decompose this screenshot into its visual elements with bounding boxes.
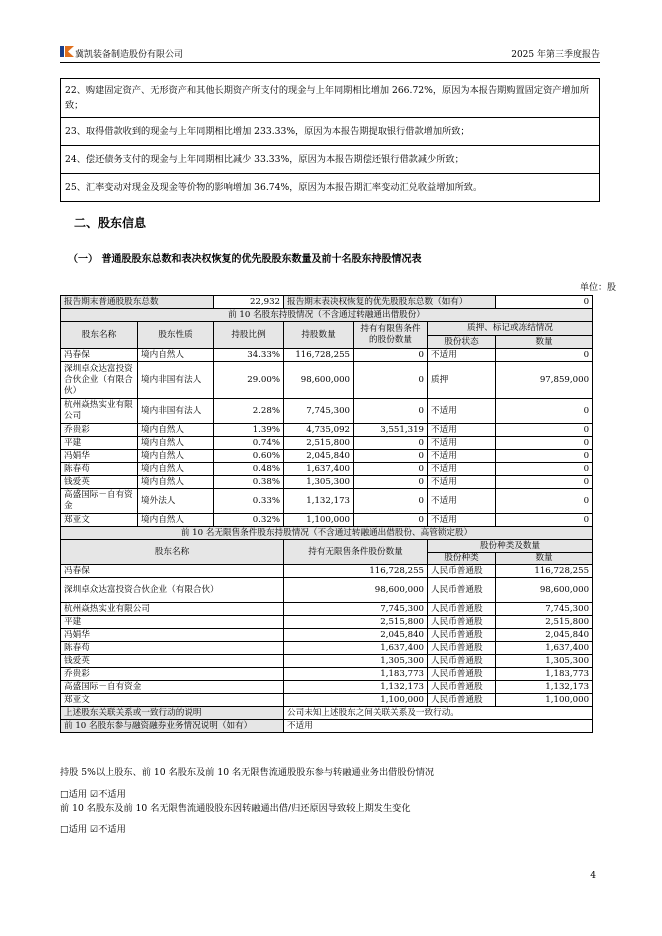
cell-amount: 0 (496, 489, 593, 514)
table-row (61, 603, 593, 616)
cell-nature: 境内自然人 (138, 476, 214, 489)
table-row (61, 450, 593, 463)
header-company-name: 冀凯装备制造股份有限公司 (75, 50, 184, 60)
cell-amount: 0 (496, 437, 593, 450)
note-text: 24、偿还债务支付的现金与上年同期相比减少 33.33%，原因为本报告期偿还银行借款减少所致； (61, 146, 600, 174)
cell-ratio: 0.74% (214, 437, 284, 450)
cell-amount: 2,515,800 (496, 616, 593, 629)
cell-name: 钱爱英 (61, 476, 138, 489)
cell-status: 不适用 (428, 489, 496, 514)
table-row (61, 399, 593, 424)
note-row (61, 79, 600, 118)
unit-label: 单位：股 (579, 283, 616, 293)
cell-name: 冯娟华 (61, 629, 284, 642)
table-row (61, 629, 593, 642)
cell-nature: 境内自然人 (138, 437, 214, 450)
cell-amount: 1,100,000 (496, 694, 593, 707)
cell-ratio: 0.60% (214, 450, 284, 463)
cell-name: 杭州焱热实业有限公司 (61, 399, 138, 424)
cell-quantity: 116,728,255 (284, 565, 428, 578)
cell-ratio: 1.39% (214, 424, 284, 437)
cell-quantity: 2,515,800 (284, 616, 428, 629)
cell-restricted: 0 (354, 450, 428, 463)
cell-amount: 0 (496, 349, 593, 362)
table-row (61, 476, 593, 489)
shareholder-table (60, 295, 593, 733)
cell-name: 冯春保 (61, 565, 284, 578)
cell-quantity: 1,183,773 (284, 668, 428, 681)
cell-quantity: 4,735,092 (284, 424, 354, 437)
cell-type: 人民币普通股 (428, 629, 496, 642)
cell-quantity: 1,637,400 (284, 642, 428, 655)
cell-nature: 境外法人 (138, 489, 214, 514)
cell-restricted: 3,551,319 (354, 424, 428, 437)
cell-type: 人民币普通股 (428, 668, 496, 681)
cell-nature: 境内非国有法人 (138, 399, 214, 424)
table-row (61, 668, 593, 681)
summary-value-preferred: 0 (496, 296, 593, 309)
table-row (61, 578, 593, 603)
cell-name: 冯娟华 (61, 450, 138, 463)
cell-restricted: 0 (354, 437, 428, 450)
cell-name: 平建 (61, 616, 284, 629)
table-row (61, 424, 593, 437)
cell-quantity: 98,600,000 (284, 578, 428, 603)
cell-quantity: 1,637,400 (284, 463, 354, 476)
table-row (61, 349, 593, 362)
cell-nature: 境内自然人 (138, 463, 214, 476)
cell-amount: 116,728,255 (496, 565, 593, 578)
cell-ratio: 34.33% (214, 349, 284, 362)
note-row (61, 118, 600, 146)
th-u-type-amount: 股份种类及数量 (428, 540, 593, 553)
cell-name: 深圳卓众达富投资合伙企业（有限合伙） (61, 578, 284, 603)
cell-amount: 7,745,300 (496, 603, 593, 616)
table-row (61, 655, 593, 668)
cell-type: 人民币普通股 (428, 603, 496, 616)
cell-status: 不适用 (428, 514, 496, 527)
cell-quantity: 1,132,173 (284, 681, 428, 694)
unrestricted-title: 前 10 名无限售条件股东持股情况（不含通过转融通出借股份、高管锁定股） (61, 527, 593, 540)
cell-ratio: 0.33% (214, 489, 284, 514)
cell-name: 郑亚文 (61, 694, 284, 707)
cell-quantity: 1,100,000 (284, 514, 354, 527)
cell-name: 乔贵彩 (61, 424, 138, 437)
cell-amount: 0 (496, 424, 593, 437)
th-u-quantity: 持有无限售条件股份数量 (284, 540, 428, 565)
cell-quantity: 7,745,300 (284, 399, 354, 424)
table-row (61, 694, 593, 707)
note-row (61, 174, 600, 202)
cell-quantity: 1,305,300 (284, 476, 354, 489)
lending-info-option: □适用 ☑不适用 (60, 789, 126, 800)
summary-row (61, 296, 593, 309)
table-row (61, 514, 593, 527)
table-row (61, 565, 593, 578)
th-nature: 股东性质 (138, 322, 214, 349)
relation-row (61, 707, 593, 720)
header-report-title: 2025 年第三季度报告 (511, 50, 600, 60)
cell-amount: 1,132,173 (496, 681, 593, 694)
th-pledge-amount: 数量 (496, 336, 593, 349)
note-row (61, 146, 600, 174)
table-row (61, 616, 593, 629)
cell-quantity: 1,100,000 (284, 694, 428, 707)
cell-status: 不适用 (428, 463, 496, 476)
margin-row (61, 720, 593, 733)
cell-name: 冯春保 (61, 349, 138, 362)
cell-restricted: 0 (354, 489, 428, 514)
cell-name: 平建 (61, 437, 138, 450)
cell-type: 人民币普通股 (428, 681, 496, 694)
cell-amount: 0 (496, 450, 593, 463)
cell-nature: 境内非国有法人 (138, 362, 214, 399)
cell-name: 陈春苟 (61, 463, 138, 476)
cell-amount: 0 (496, 514, 593, 527)
cell-amount: 1,305,300 (496, 655, 593, 668)
cell-status: 不适用 (428, 450, 496, 463)
cell-type: 人民币普通股 (428, 642, 496, 655)
page-number: 4 (590, 871, 596, 881)
table-row (61, 681, 593, 694)
cell-name: 深圳卓众达富投资合伙企业（有限合伙） (61, 362, 138, 399)
cell-name: 郑亚文 (61, 514, 138, 527)
summary-label-preferred: 报告期末表决权恢复的优先股股东总数（如有） (284, 296, 496, 309)
table-row (61, 463, 593, 476)
company-logo-icon (60, 46, 74, 57)
cell-status: 质押 (428, 362, 496, 399)
cell-nature: 境内自然人 (138, 349, 214, 362)
cell-quantity: 2,045,840 (284, 450, 354, 463)
lending-info-line: 持股 5%以上股东、前 10 名股东及前 10 名无限售流通股股东参与转融通业务出借股份情况 (60, 767, 435, 778)
note-text: 22、购建固定资产、无形资产和其他长期资产所支付的现金与上年同期相比增加 266.72%，原因为本报告期购置固定资产增加所致； (61, 79, 600, 118)
table-row (61, 489, 593, 514)
cell-type: 人民币普通股 (428, 616, 496, 629)
th-ratio: 持股比例 (214, 322, 284, 349)
cell-amount: 0 (496, 476, 593, 489)
subsection-title: （一） 普通股股东总数和表决权恢复的优先股股东数量及前十名股东持股情况表 (68, 254, 422, 265)
relation-label: 上述股东关联关系或一致行动的说明 (61, 707, 284, 720)
cell-ratio: 0.38% (214, 476, 284, 489)
cell-restricted: 0 (354, 362, 428, 399)
table-row (61, 437, 593, 450)
cell-quantity: 1,305,300 (284, 655, 428, 668)
th-restricted: 持有有限售条件的股份数量 (354, 322, 428, 349)
cell-type: 人民币普通股 (428, 565, 496, 578)
cell-restricted: 0 (354, 463, 428, 476)
cell-quantity: 7,745,300 (284, 603, 428, 616)
cell-status: 不适用 (428, 424, 496, 437)
cell-name: 杭州焱热实业有限公司 (61, 603, 284, 616)
th-pledge-status: 股份状态 (428, 336, 496, 349)
cell-amount: 0 (496, 463, 593, 476)
cell-quantity: 1,132,173 (284, 489, 354, 514)
cashflow-notes-table (60, 78, 600, 202)
cell-quantity: 2,045,840 (284, 629, 428, 642)
cell-type: 人民币普通股 (428, 694, 496, 707)
cell-quantity: 98,600,000 (284, 362, 354, 399)
cell-status: 不适用 (428, 349, 496, 362)
cell-quantity: 116,728,255 (284, 349, 354, 362)
cell-amount: 1,183,773 (496, 668, 593, 681)
cell-ratio: 29.00% (214, 362, 284, 399)
cell-nature: 境内自然人 (138, 514, 214, 527)
cell-ratio: 2.28% (214, 399, 284, 424)
th-u-amount: 数量 (496, 553, 593, 565)
cell-nature: 境内自然人 (138, 424, 214, 437)
cell-name: 高盛国际－自有资金 (61, 681, 284, 694)
cell-restricted: 0 (354, 514, 428, 527)
top10-title: 前 10 名股东持股情况（不含通过转融通出借股份） (61, 309, 593, 322)
note-text: 23、取得借款收到的现金与上年同期相比增加 233.33%，原因为本报告期提取银行借款增加所致； (61, 118, 600, 146)
summary-value-common: 22,932 (214, 296, 284, 309)
th-u-name: 股东名称 (61, 540, 284, 565)
cell-ratio: 0.32% (214, 514, 284, 527)
cell-name: 乔贵彩 (61, 668, 284, 681)
th-name: 股东名称 (61, 322, 138, 349)
table-row (61, 642, 593, 655)
cell-amount: 98,600,000 (496, 578, 593, 603)
cell-name: 陈春苟 (61, 642, 284, 655)
cell-quantity: 2,515,800 (284, 437, 354, 450)
th-quantity: 持股数量 (284, 322, 354, 349)
cell-type: 人民币普通股 (428, 578, 496, 603)
margin-label: 前 10 名股东参与融资融券业务情况说明（如有） (61, 720, 284, 733)
summary-label-common: 报告期末普通股股东总数 (61, 296, 214, 309)
page-header (60, 44, 600, 63)
cell-amount: 1,637,400 (496, 642, 593, 655)
cell-restricted: 0 (354, 399, 428, 424)
th-pledge: 质押、标记或冻结情况 (428, 322, 593, 336)
cell-restricted: 0 (354, 349, 428, 362)
margin-value: 不适用 (284, 720, 593, 733)
cell-name: 高盛国际－自有资金 (61, 489, 138, 514)
note-text: 25、汇率变动对现金及现金等价物的影响增加 36.74%，原因为本报告期汇率变动汇兑收益增加所致。 (61, 174, 600, 202)
cell-nature: 境内自然人 (138, 450, 214, 463)
cell-amount: 97,859,000 (496, 362, 593, 399)
cell-restricted: 0 (354, 476, 428, 489)
section-title: 二、股东信息 (74, 216, 147, 230)
cell-ratio: 0.48% (214, 463, 284, 476)
table-row (61, 362, 593, 399)
cell-amount: 2,045,840 (496, 629, 593, 642)
cell-type: 人民币普通股 (428, 655, 496, 668)
lending-change-option: □适用 ☑不适用 (60, 824, 126, 835)
cell-status: 不适用 (428, 437, 496, 450)
cell-amount: 0 (496, 399, 593, 424)
relation-value: 公司未知上述股东之间关联关系及一致行动。 (284, 707, 593, 720)
th-u-type: 股份种类 (428, 553, 496, 565)
cell-status: 不适用 (428, 399, 496, 424)
cell-name: 钱爱英 (61, 655, 284, 668)
lending-change-line: 前 10 名股东及前 10 名无限售流通股股东因转融通出借/归还原因导致较上期发生变化 (60, 803, 411, 814)
cell-status: 不适用 (428, 476, 496, 489)
